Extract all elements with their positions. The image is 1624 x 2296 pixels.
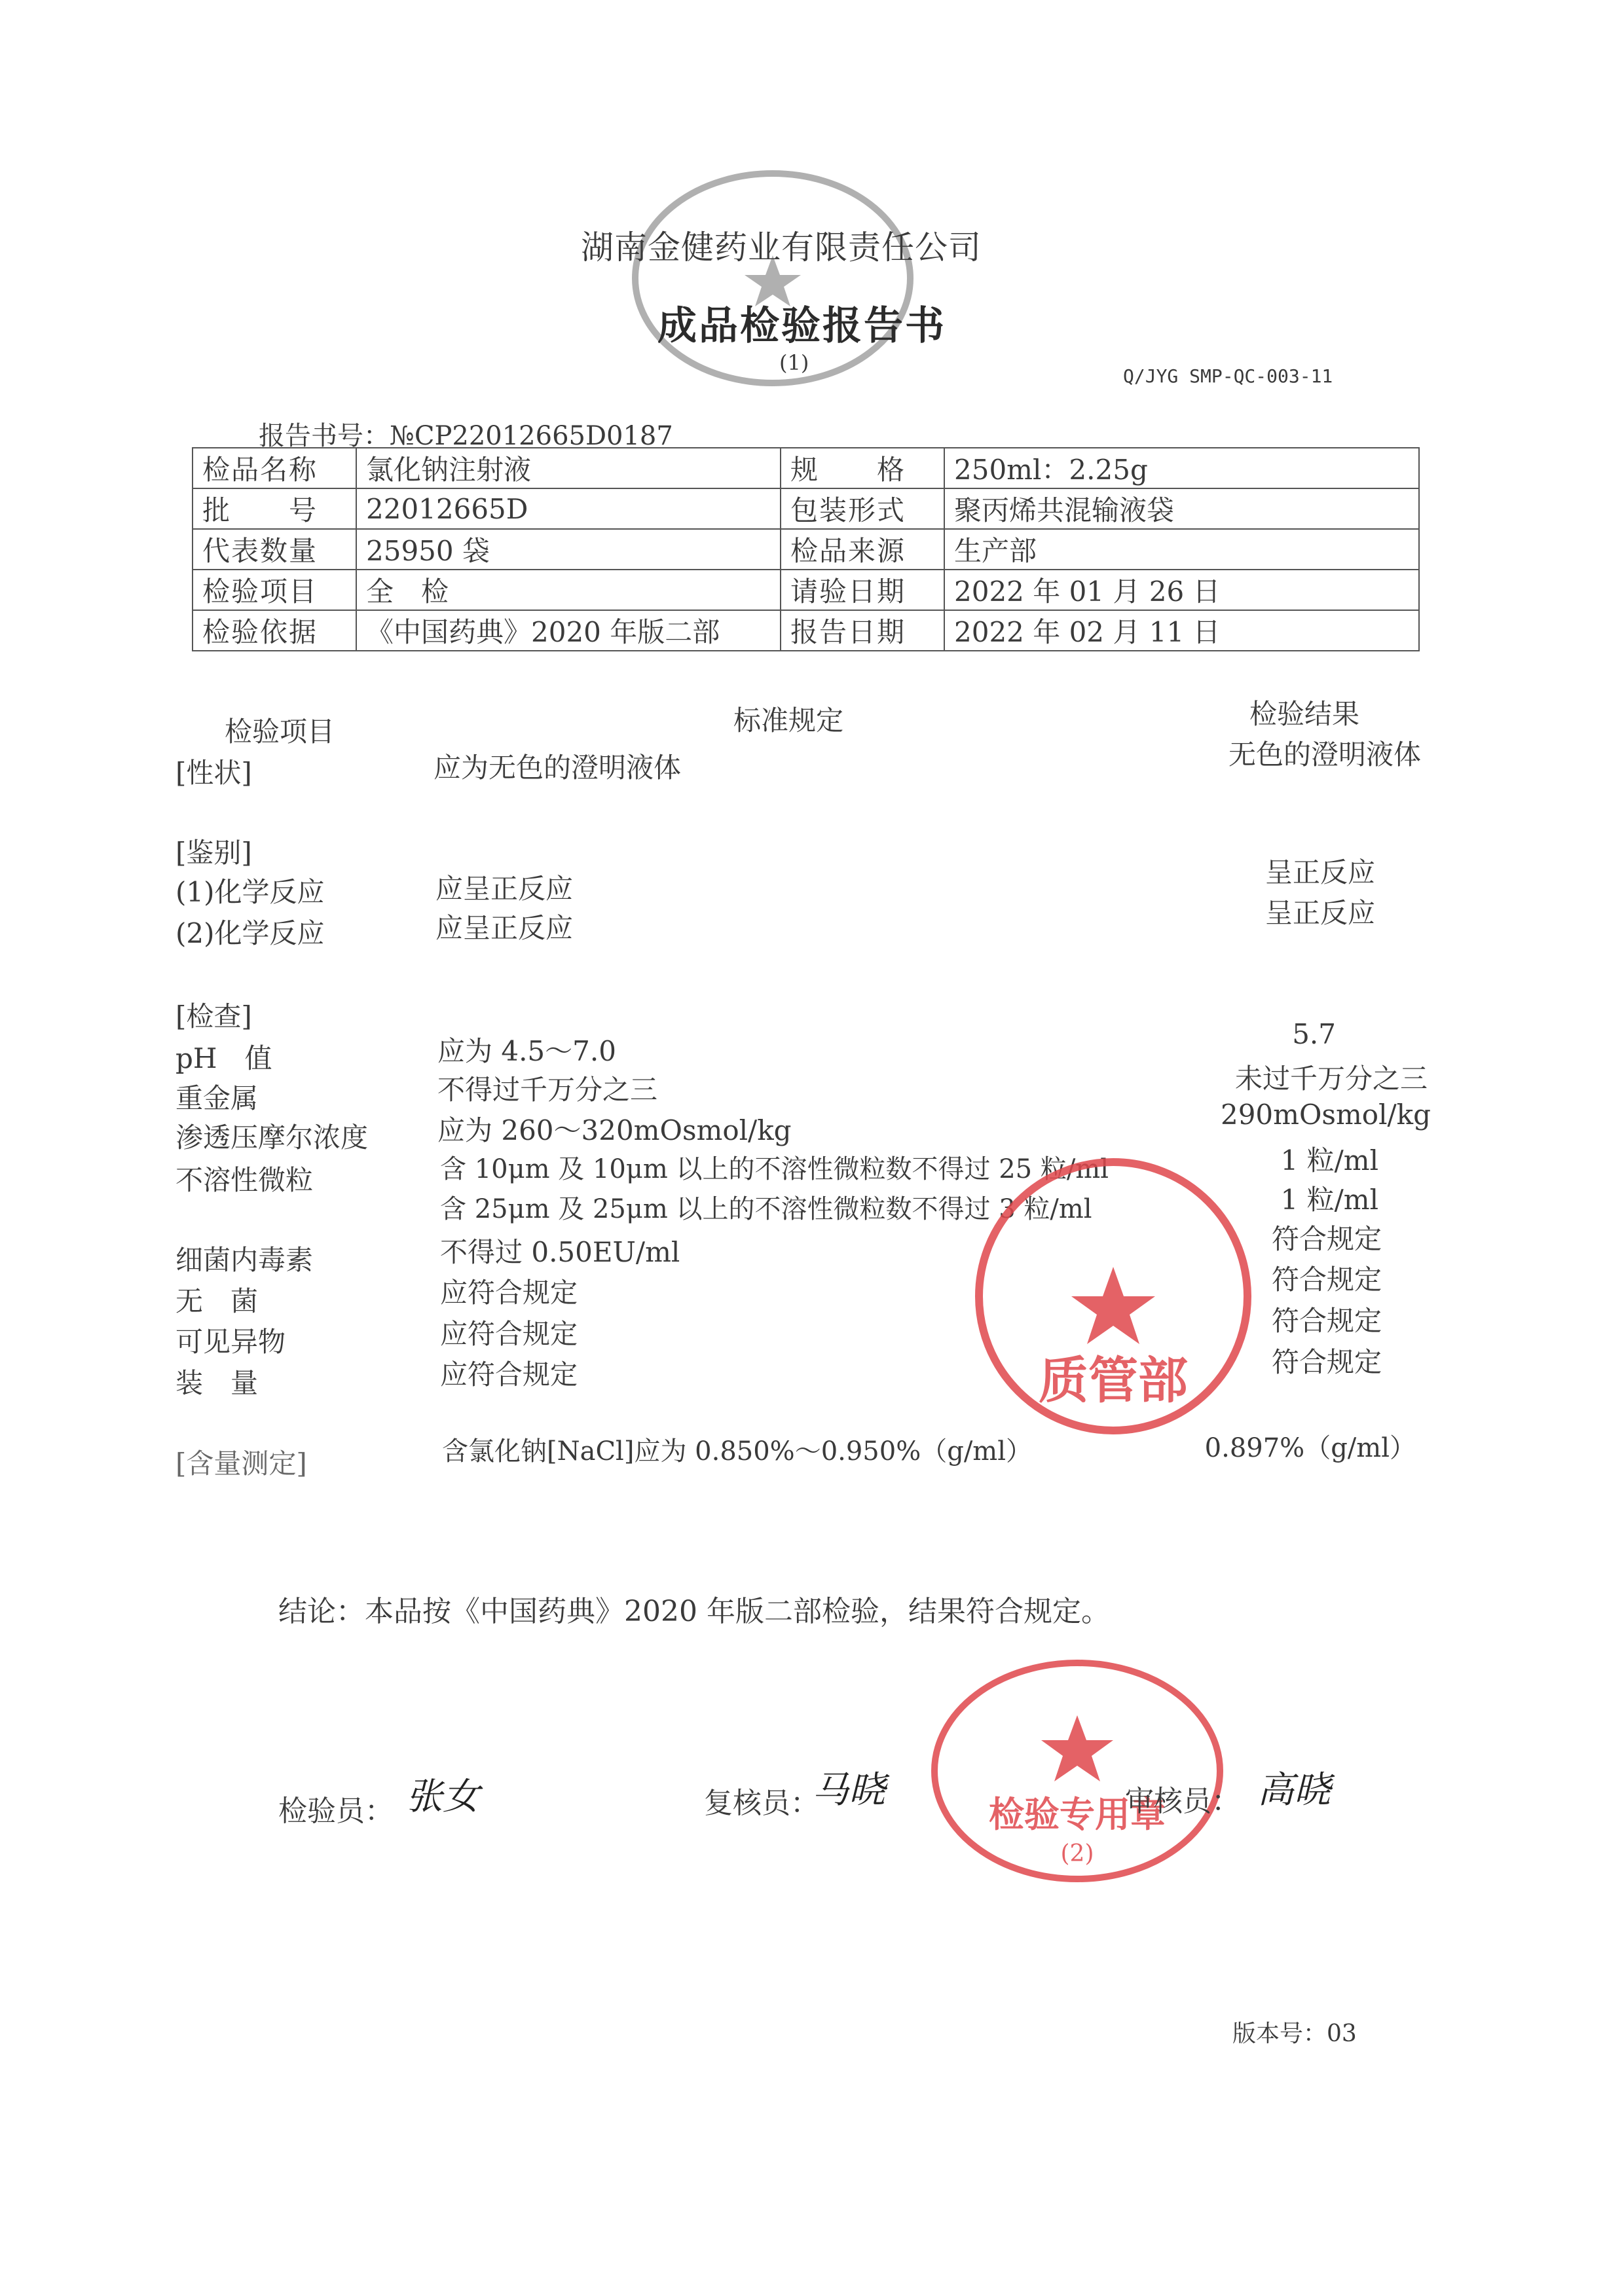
- version-label: 版本号：: [1232, 2020, 1327, 2047]
- info-value: 2022 年 02 月 11 日: [944, 610, 1419, 651]
- test-standard: 含 25μm 及 25μm 以上的不溶性微粒数不得过 3 粒/ml: [440, 1194, 1092, 1224]
- info-table: [192, 447, 1420, 651]
- test-standard: 应符合规定: [440, 1277, 578, 1309]
- test-result: 符合规定: [1271, 1223, 1382, 1255]
- section-tests: [检查]: [175, 1000, 252, 1032]
- info-label: 规 格: [781, 448, 944, 488]
- seal-star-icon: [1041, 1715, 1113, 1781]
- info-label: 检品来源: [781, 529, 944, 570]
- test-standard: 含 10μm 及 10μm 以上的不溶性微粒数不得过 25 粒/ml: [440, 1154, 1109, 1184]
- test-standard: 应符合规定: [440, 1358, 578, 1391]
- test-result: 1 粒/ml: [1280, 1144, 1378, 1176]
- info-label: 代表数量: [193, 529, 356, 570]
- document-code: Q/JYG SMP-QC-003-11: [1123, 365, 1333, 387]
- test-item: 可见异物: [175, 1326, 286, 1358]
- test-item: 装 量: [175, 1367, 259, 1399]
- info-row: [193, 610, 1419, 651]
- assay-standard: 含氯化钠[NaCl]应为 0.850%～0.950%（g/ml）: [442, 1436, 1033, 1467]
- info-row: [193, 448, 1419, 488]
- inspector-label: 检验员：: [278, 1795, 394, 1828]
- test-standard: 不得过 0.50EU/ml: [440, 1236, 680, 1268]
- info-label: 批 号: [193, 488, 356, 529]
- approver-label: 审核员：: [1125, 1785, 1240, 1818]
- section-assay: [含量测定]: [175, 1448, 307, 1480]
- test-standard: 应为 260～320mOsmol/kg: [437, 1114, 792, 1146]
- info-label: 报告日期: [781, 610, 944, 651]
- header-standard: 标准规定: [733, 704, 844, 737]
- info-value: 氯化钠注射液: [356, 448, 781, 488]
- identification-standard-2: 应呈正反应: [435, 912, 574, 944]
- assay-result: 0.897%（g/ml）: [1204, 1433, 1416, 1463]
- seal-star-icon: [1071, 1267, 1155, 1344]
- info-row: [193, 488, 1419, 529]
- title-number: (1): [779, 350, 809, 375]
- info-value: 全 检: [356, 570, 781, 610]
- quality-seal: [963, 1149, 1264, 1444]
- appearance-result: 无色的澄明液体: [1228, 738, 1421, 771]
- report-number-label: 报告书号：: [259, 421, 390, 451]
- info-value: 《中国药典》2020 年版二部: [356, 610, 781, 651]
- info-label: 检验依据: [193, 610, 356, 651]
- test-result: 符合规定: [1271, 1346, 1382, 1378]
- report-title: 成品检验报告书: [657, 303, 946, 349]
- test-result: 290mOsmol/kg: [1220, 1099, 1431, 1131]
- seal-dept: 质管部: [1039, 1351, 1188, 1410]
- report-number-value: №CP22012665D0187: [390, 421, 673, 451]
- reviewer-label: 复核员：: [704, 1787, 819, 1820]
- seal-number: (2): [1060, 1840, 1094, 1867]
- inspector-signature: 张女: [406, 1776, 479, 1818]
- reviewer-signature: 马晓: [812, 1769, 885, 1812]
- test-item: 重金属: [175, 1082, 259, 1114]
- header-item: 检验项目: [225, 716, 335, 748]
- test-item: 渗透压摩尔浓度: [175, 1121, 369, 1154]
- test-result: 符合规定: [1271, 1305, 1382, 1337]
- test-standard: 应为 4.5～7.0: [437, 1035, 616, 1067]
- test-item: 无 菌: [175, 1285, 259, 1317]
- test-result: 5.7: [1292, 1018, 1336, 1050]
- info-row: [193, 570, 1419, 610]
- identification-item-1: (1)化学反应: [175, 876, 325, 908]
- info-label: 请验日期: [781, 570, 944, 610]
- test-result: 符合规定: [1271, 1264, 1382, 1296]
- inspection-seal: [923, 1653, 1231, 1889]
- header-result: 检验结果: [1249, 698, 1360, 730]
- test-standard: 不得过千万分之三: [437, 1074, 658, 1106]
- identification-result-2: 呈正反应: [1264, 897, 1375, 929]
- company-name: 湖南金健药业有限责任公司: [581, 228, 982, 266]
- info-value: 聚丙烯共混输液袋: [944, 488, 1419, 529]
- info-row: [193, 529, 1419, 570]
- test-item: 不溶性微粒: [175, 1164, 314, 1196]
- info-value: 生产部: [944, 529, 1419, 570]
- section-appearance: [性状]: [175, 757, 252, 789]
- info-value: 22012665D: [356, 488, 781, 529]
- identification-result-1: 呈正反应: [1264, 856, 1375, 888]
- info-label: 检验项目: [193, 570, 356, 610]
- version: [1232, 2015, 1357, 2049]
- appearance-standard: 应为无色的澄明液体: [434, 752, 682, 784]
- test-result: 未过千万分之三: [1234, 1063, 1428, 1095]
- info-label: 检品名称: [193, 448, 356, 488]
- seal-dept: 检验专用章: [989, 1794, 1166, 1835]
- info-value: 2022 年 01 月 26 日: [944, 570, 1419, 610]
- info-label: 包装形式: [781, 488, 944, 529]
- section-identification: [鉴别]: [175, 837, 252, 869]
- version-value: 03: [1327, 2020, 1357, 2047]
- test-item: 细菌内毒素: [175, 1244, 314, 1276]
- test-standard: 应符合规定: [440, 1318, 578, 1350]
- test-item: pH 值: [175, 1042, 272, 1074]
- identification-item-2: (2)化学反应: [175, 917, 325, 949]
- test-result: 1 粒/ml: [1280, 1184, 1378, 1216]
- identification-standard-1: 应呈正反应: [435, 873, 574, 905]
- info-value: 25950 袋: [356, 529, 781, 570]
- approver-signature: 高晓: [1257, 1769, 1331, 1812]
- info-value: 250ml：2.25g: [944, 448, 1419, 488]
- conclusion: 结论：本品按《中国药典》2020 年版二部检验，结果符合规定。: [278, 1595, 1110, 1628]
- company-seal-top: [622, 164, 923, 393]
